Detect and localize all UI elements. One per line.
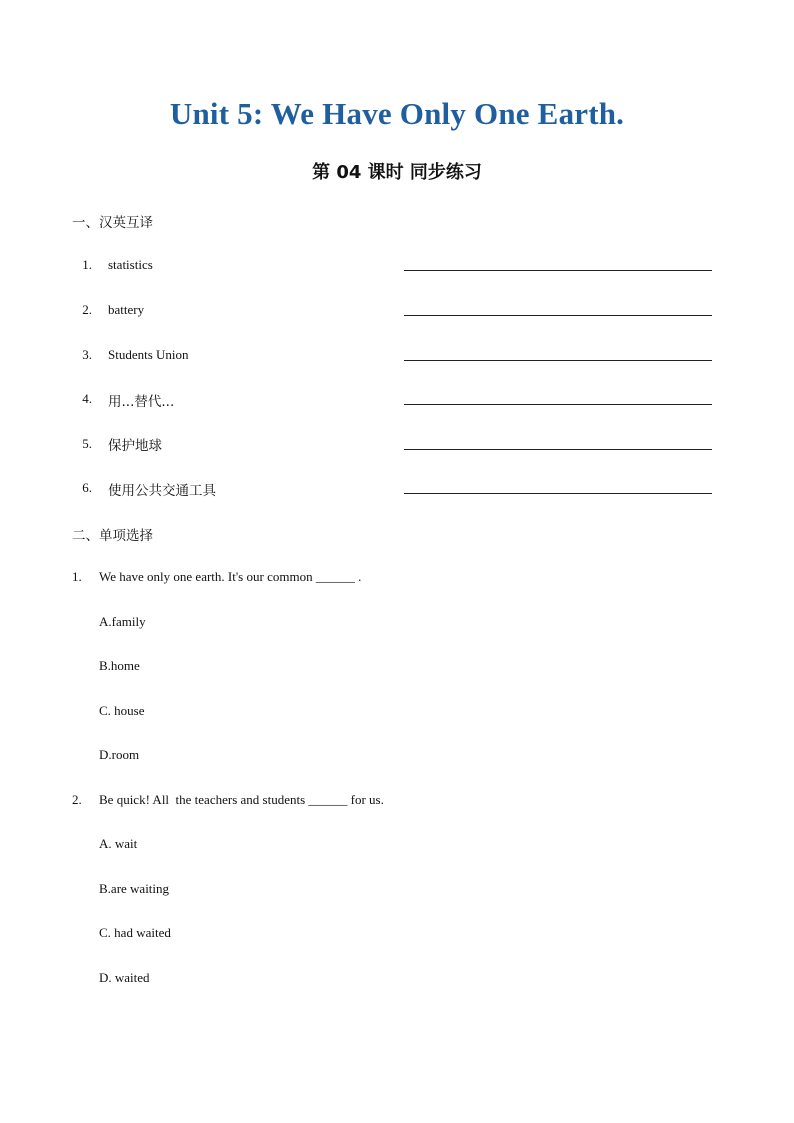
vocab-term: Students Union <box>108 347 189 362</box>
vocab-number: 2. <box>82 302 92 317</box>
question-number: 1. <box>72 569 82 584</box>
vocab-number: 1. <box>82 257 92 272</box>
option-a[interactable]: A.family <box>99 614 146 629</box>
vocab-number: 3. <box>82 347 92 362</box>
question-text: We have only one earth. It's our common ______ . <box>99 569 362 584</box>
option-a[interactable]: A. wait <box>99 836 138 851</box>
page-subtitle: 第 04 课时 同步练习 <box>312 162 482 183</box>
question-number: 2. <box>72 792 82 807</box>
vocab-term: 使用公共交通工具 <box>108 483 216 499</box>
answer-blank[interactable] <box>404 270 712 271</box>
option-b[interactable]: B.home <box>99 658 140 673</box>
vocab-number: 5. <box>82 436 92 451</box>
question-text: Be quick! All the teachers and students ______ for us. <box>99 792 384 807</box>
option-c[interactable]: C. had waited <box>99 925 171 940</box>
section-heading-multiple-choice: 二、单项选择 <box>72 528 153 544</box>
page-title: Unit 5: We Have Only One Earth. <box>169 96 625 131</box>
answer-blank[interactable] <box>404 404 712 405</box>
answer-blank[interactable] <box>404 493 712 494</box>
option-d[interactable]: D. waited <box>99 970 150 985</box>
answer-blank[interactable] <box>404 449 712 450</box>
section-heading-translation: 一、汉英互译 <box>72 215 153 231</box>
vocab-term: statistics <box>108 257 153 272</box>
vocab-term: 用...替代... <box>108 394 175 410</box>
vocab-number: 4. <box>82 391 92 406</box>
vocab-term: battery <box>108 302 145 317</box>
answer-blank[interactable] <box>404 315 712 316</box>
answer-blank[interactable] <box>404 360 712 361</box>
option-c[interactable]: C. house <box>99 703 145 718</box>
option-b[interactable]: B.are waiting <box>99 881 170 896</box>
vocab-term: 保护地球 <box>108 438 162 454</box>
option-d[interactable]: D.room <box>99 747 140 762</box>
vocab-number: 6. <box>82 480 92 495</box>
